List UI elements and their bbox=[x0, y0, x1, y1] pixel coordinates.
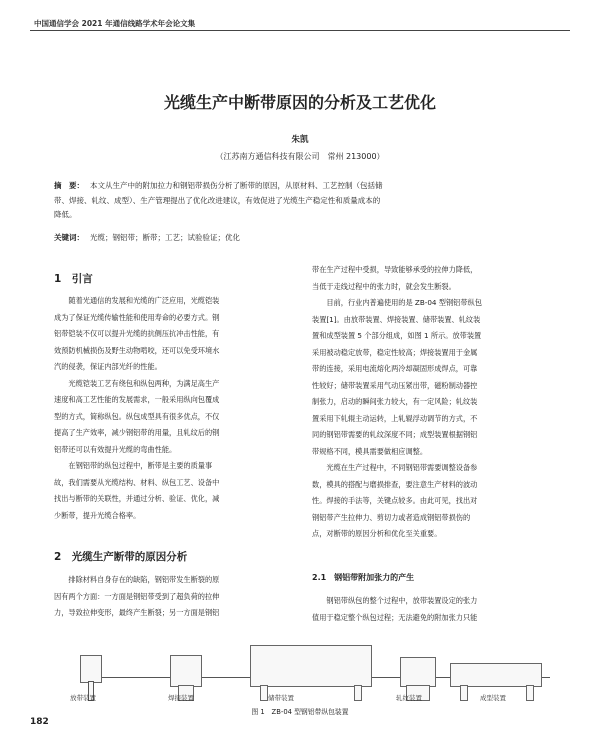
abstract-line: 带、焊接、轧纹、成型）、生产管理提出了优化改进建议，有效促进了光缆生产稳定性和质量成本的 bbox=[54, 195, 381, 205]
section-2-body bbox=[54, 572, 290, 622]
text-line: 值用于稳定整个纵包过程；无法避免的附加张力只能 bbox=[312, 612, 478, 622]
forming-unit-shape bbox=[450, 663, 542, 687]
author: 朱凯 bbox=[291, 135, 309, 145]
text-line: 带规格不同，模具需要做相应调整。 bbox=[312, 446, 428, 456]
abstract-label: 摘 要： bbox=[54, 181, 84, 190]
equipment-diagram bbox=[70, 641, 550, 701]
abstract bbox=[54, 179, 550, 223]
figure-label-accumulator: 储带装置 bbox=[268, 694, 294, 702]
text-line: 数，模具的搭配与磨损排查，要注意生产材料的波动 bbox=[312, 479, 478, 489]
figure-label-corrugator: 轧纹装置 bbox=[396, 694, 422, 702]
text-line: 带在生产过程中受损，导致能够承受的拉伸力降低， bbox=[312, 265, 478, 274]
text-line: 点，对断带的原因分析和优化至关重要。 bbox=[312, 529, 442, 538]
abstract-line: 本文从生产中的附加拉力和钢铝带损伤分析了断带的原因，从原材料、工艺控制（包括储 bbox=[90, 181, 383, 190]
text-line: 钢铝带产生拉伸力、剪切力或者造成钢铝带损伤的 bbox=[312, 512, 471, 522]
text-line: 同的钢铝带需要的轧纹深度不同；成型装置根据钢铝 bbox=[312, 430, 478, 439]
text-line: 铝带还可以有效提升光缆的弯曲性能。 bbox=[54, 444, 177, 454]
keywords bbox=[54, 232, 550, 243]
text-line: 带的连接，采用电流熔化两冷却凝固形成焊点，可靠 bbox=[312, 364, 478, 373]
text-line: 速度和高工艺性能的发展需求，一般采用纵向包覆成 bbox=[54, 395, 220, 404]
text-line: 置采用下轧辊主动运转，上轧辊浮动调节的方式，不 bbox=[312, 413, 478, 423]
subsection-2-1-title: 2.1 钢铝带附加张力的产生 bbox=[312, 573, 415, 582]
page-number: 182 bbox=[30, 717, 49, 727]
subsection-2-1-body bbox=[312, 593, 548, 626]
right-column-body bbox=[312, 262, 548, 543]
text-line: 采用被动稳定放带，稳定性较高；焊接装置用于金属 bbox=[312, 347, 478, 357]
text-line: 效预防机械损伤及野生动物啃咬，还可以免受环境水 bbox=[54, 345, 220, 355]
accumulator-leg-shape bbox=[260, 685, 268, 701]
text-line: 光缆在生产过程中，不同钢铝带需要调整设备参 bbox=[312, 463, 478, 472]
text-line: 在钢铝带的纵包过程中，断带是主要的质量事 bbox=[54, 461, 213, 470]
running-header: 中国通信学会 2021 年通信线路学术年会论文集 bbox=[34, 19, 196, 28]
text-line: 找出与断带的关联性，并通过分析、验证、优化，减 bbox=[54, 494, 220, 503]
text-line: 力，导致拉伸变形，最终产生断裂；另一方面是钢铝 bbox=[54, 608, 220, 617]
text-line: 光缆铠装工艺有绕包和纵包两种，为满足高生产 bbox=[54, 378, 220, 388]
text-line: 随着光通信的发展和光缆的广泛应用，光缆铠装 bbox=[54, 296, 220, 305]
forming-leg-shape bbox=[460, 685, 468, 701]
text-line: 当低于走线过程中的张力时，就会发生断裂。 bbox=[312, 281, 456, 291]
text-line: 钢铝带纵包的整个过程中，放带装置设定的张力 bbox=[312, 596, 478, 605]
text-line: 性较好；储带装置采用气动压紧出带，磁粉制动器控 bbox=[312, 380, 478, 390]
section-1-body bbox=[54, 293, 290, 524]
text-line: 提高了生产效率，减少钢铝带的用量，且轧纹后的钢 bbox=[54, 428, 220, 437]
header-rule bbox=[30, 30, 570, 31]
text-line: 排除材料自身存在的缺陷，钢铝带发生断裂的原 bbox=[54, 575, 220, 584]
payoff-unit-shape bbox=[80, 655, 102, 683]
figure-caption: 图 1 ZB-04 型钢铝带纵包装置 bbox=[251, 708, 349, 716]
text-line: 故，我们需要从光缆结构、材料、纵包工艺、设备中 bbox=[54, 477, 220, 487]
figure-label-payoff: 放带装置 bbox=[70, 694, 96, 702]
section-1-title: 1 引言 bbox=[54, 273, 93, 285]
welding-unit-shape bbox=[170, 655, 202, 687]
text-line: 铝带铠装不仅可以提升光缆的抗侧压抗冲击性能，有 bbox=[54, 329, 220, 338]
accumulator-unit-shape bbox=[250, 645, 372, 687]
text-line: 因有两个方面：一方面是钢铝带受到了超负荷的拉伸 bbox=[54, 591, 220, 601]
corrugator-unit-shape bbox=[400, 657, 436, 687]
text-line: 装置[1]。由放带装置、焊接装置、储带装置、轧纹装 bbox=[312, 314, 481, 324]
text-line: 制张力，启动的瞬间张力较大，有一定风险；轧纹装 bbox=[312, 397, 478, 406]
section-2-title: 2 光缆生产断带的原因分析 bbox=[54, 551, 188, 563]
keywords-label: 关键词： bbox=[54, 233, 84, 242]
text-line: 成为了保证光缆传输性能和使用寿命的必要方式。钢 bbox=[54, 312, 220, 322]
text-line: 少断带，提升光缆合格率。 bbox=[54, 510, 141, 520]
text-line: 置和成型装置 5 个部分组成，如图 1 所示。放带装置 bbox=[312, 331, 482, 340]
text-line: 汽的侵袭，保证内部光纤的性能。 bbox=[54, 362, 162, 371]
text-line: 性。焊接的手法等，关键点较多。由此可见，找出对 bbox=[312, 496, 478, 505]
abstract-line: 降低。 bbox=[54, 210, 77, 219]
affiliation: （江苏南方通信科技有限公司 常州 213000） bbox=[215, 152, 385, 161]
paper-title: 光缆生产中断带原因的分析及工艺优化 bbox=[163, 93, 436, 112]
keywords-text: 光缆；钢铝带；断带；工艺；试验验证；优化 bbox=[90, 233, 240, 242]
text-line: 型的方式，简称纵包。纵包成型具有很多优点，不仅 bbox=[54, 411, 220, 421]
forming-leg-shape bbox=[526, 685, 534, 701]
figure-label-former: 成型装置 bbox=[480, 694, 506, 702]
accumulator-leg-shape bbox=[354, 685, 362, 701]
figure-label-welding: 焊接装置 bbox=[168, 694, 194, 702]
text-line: 目前，行业内普遍使用的是 ZB-04 型钢铝带纵包 bbox=[312, 298, 482, 307]
